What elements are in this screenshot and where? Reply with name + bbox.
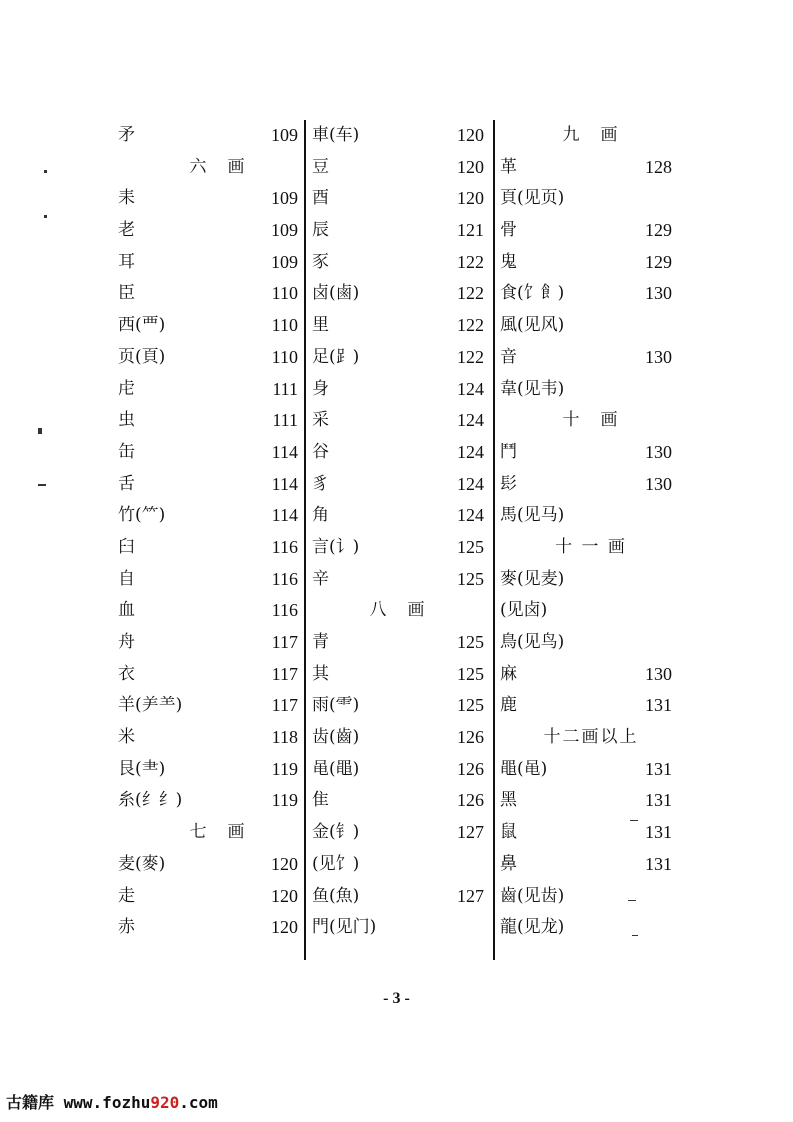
radical-label: 足(⻊) [312,346,360,367]
index-entry [500,627,672,659]
radical-label: 耒 [118,188,135,209]
page-reference: 109 [271,220,298,241]
radical-label: 虍 [118,378,135,399]
radical-label: 缶 [118,441,135,462]
radical-label: 馬(见马) [500,505,565,526]
index-entry [312,722,484,754]
index-entry [312,183,484,215]
index-entry [118,627,298,659]
radical-label: 音 [500,346,517,367]
page-reference: 124 [457,473,484,494]
page-reference: 127 [457,885,484,906]
page-reference: 125 [457,568,484,589]
radical-label: 言(讠) [312,536,360,557]
index-entry [312,120,484,152]
page-reference: 130 [645,473,672,494]
radical-label: 艮(⺻) [118,758,166,779]
radical-label: 身 [312,378,329,399]
page-reference: 130 [645,346,672,367]
scan-speck [38,428,42,434]
radical-label: 革 [500,156,517,177]
index-entry [312,627,484,659]
index-entry [312,564,484,596]
radical-label: 页(頁) [118,346,166,367]
page-reference: 120 [271,853,298,874]
page-reference: 120 [457,188,484,209]
index-entry [500,183,672,215]
page-reference: 122 [457,283,484,304]
section-header-label: 八 画 [369,600,427,621]
page-reference: 127 [457,822,484,843]
radical-label: 臣 [118,283,135,304]
radical-label: 谷 [312,441,329,462]
radical-label: 辛 [312,568,329,589]
index-entry [312,437,484,469]
watermark-footer [6,1090,218,1113]
radical-label: 黽(黾) [500,758,548,779]
page-reference: 110 [271,315,298,336]
section-header [118,817,298,849]
radical-label: 隹 [312,790,329,811]
radical-label: 鬼 [500,251,517,272]
index-entry [312,152,484,184]
page-reference: 109 [271,251,298,272]
page-reference: 125 [457,536,484,557]
index-entry [118,215,298,247]
index-entry [312,817,484,849]
index-entry [500,215,672,247]
index-entry [118,310,298,342]
index-entry [500,152,672,184]
page-reference: 125 [457,632,484,652]
index-entry [118,532,298,564]
radical-label: 雨(⻗) [312,695,360,716]
scan-speck [628,900,636,901]
section-header [500,405,672,437]
page-reference: 122 [457,251,484,272]
scan-speck [44,170,47,173]
radical-label: 赤 [118,917,135,938]
radical-label: 卤(鹵) [312,283,360,304]
index-entry [312,215,484,247]
radical-label: 鳥(见鸟) [500,632,565,652]
radical-label: 自 [118,568,135,589]
page-reference: 125 [457,663,484,684]
radical-label: 鬥 [500,441,517,462]
page-reference: 120 [271,885,298,906]
index-entry [312,469,484,501]
index-entry [500,849,672,881]
index-entry [118,500,298,532]
scan-speck [38,484,46,486]
radical-label: (见饣) [312,853,360,874]
index-entry [500,278,672,310]
radical-label: 髟 [500,473,517,494]
radical-label: 齒(见齿) [500,885,565,906]
page-reference: 129 [645,220,672,241]
index-entry [118,120,298,152]
radical-label: 酉 [312,188,329,209]
section-header [500,532,672,564]
index-entry [500,817,672,849]
radical-label: 西(覀) [118,315,166,336]
page-reference: 131 [645,853,672,874]
radical-label: 角 [312,505,329,526]
page-reference: 116 [271,600,298,621]
index-entry [118,469,298,501]
page-reference: 131 [645,790,672,811]
page-reference: 109 [271,125,298,145]
page-reference: 117 [271,663,298,684]
page-reference: 114 [271,473,298,494]
radical-label: 青 [312,632,329,652]
radical-label: 鹿 [500,695,517,716]
radical-label: 豕 [312,251,329,272]
radical-label: 米 [118,727,135,748]
index-entry [500,310,672,342]
index-entry [118,278,298,310]
page-number: - 3 - [383,990,410,1007]
section-header-label: 六 画 [189,156,247,177]
section-header-label: 九 画 [562,125,620,145]
page-reference: 111 [272,410,298,431]
radical-label: 車(车) [312,125,360,145]
index-entry [118,690,298,722]
page-reference: 128 [645,156,672,177]
page-reference: 111 [272,378,298,399]
index-entry [500,659,672,691]
index-entry [500,912,672,944]
scan-speck [630,820,638,821]
scan-speck [44,215,47,218]
index-entry [500,342,672,374]
column-divider [304,120,306,960]
radical-label: 黾(黽) [312,758,360,779]
radical-label: 門(见门) [312,917,377,938]
radical-label: 齿(齒) [312,727,360,748]
page-reference: 116 [271,536,298,557]
page-reference: 131 [645,822,672,843]
index-entry [312,690,484,722]
footer-url-prefix: www.fozhu [54,1093,151,1112]
index-entry [118,754,298,786]
footer-brand: 古籍库 [6,1093,55,1112]
radical-label: 麥(见麦) [500,568,565,589]
section-header-label: 十二画以上 [543,727,639,748]
page-reference: 120 [271,917,298,938]
index-entry [500,374,672,406]
footer-url-number: 920 [150,1093,180,1112]
index-entry [500,437,672,469]
index-entry [118,595,298,627]
radical-label: 骨 [500,220,517,241]
index-entry [118,881,298,913]
radical-label: 食(饣飠) [500,283,565,304]
radical-label: 龍(见龙) [500,917,565,938]
section-header-label: 七 画 [189,822,247,843]
radical-label: 臼 [118,536,135,557]
radical-label: 韋(见韦) [500,378,565,399]
scan-speck [632,935,638,936]
page-reference: 124 [457,378,484,399]
radical-label: 麦(麥) [118,853,166,874]
index-entry [312,659,484,691]
index-entry [312,532,484,564]
page-reference: 130 [645,663,672,684]
radical-label: 采 [312,410,329,431]
index-entry [118,849,298,881]
page-reference: 119 [271,758,298,779]
index-entry [118,659,298,691]
index-entry [118,722,298,754]
radical-label: 其 [312,663,329,684]
radical-label: 麻 [500,663,517,684]
index-column-2 [312,120,484,944]
index-entry [118,785,298,817]
page-reference: 118 [271,727,298,748]
section-header [118,152,298,184]
radical-label: 衣 [118,663,135,684]
index-entry [312,500,484,532]
radical-label: 舟 [118,632,135,652]
page-reference: 114 [271,441,298,462]
page-reference: 129 [645,251,672,272]
page-reference: 117 [271,695,298,716]
page-reference: 116 [271,568,298,589]
radical-label: 頁(见页) [500,188,565,209]
page-reference: 109 [271,188,298,209]
index-entry [500,754,672,786]
page-reference: 117 [271,632,298,652]
page-reference: 119 [271,790,298,811]
index-entry [118,564,298,596]
index-entry [312,912,484,944]
page-reference: 126 [457,790,484,811]
index-column-3 [500,120,672,944]
index-entry [118,374,298,406]
radical-label: 鼻 [500,853,517,874]
footer-url-suffix: .com [179,1093,218,1112]
radical-label: (见卤) [500,600,548,621]
footer-url[interactable] [54,1093,218,1112]
index-entry [312,310,484,342]
page-reference: 124 [457,410,484,431]
radical-label: 血 [118,600,135,621]
radical-label: 豆 [312,156,329,177]
index-entry [500,690,672,722]
index-entry [500,881,672,913]
radical-label: 耳 [118,251,135,272]
index-entry [312,342,484,374]
radical-label: 竹(⺮) [118,505,166,526]
index-entry [500,469,672,501]
radical-label: 虫 [118,410,135,431]
index-column-1 [118,120,298,944]
index-entry [312,247,484,279]
radical-label: 羊(⺶⺷) [118,695,183,716]
page-reference: 121 [457,220,484,241]
index-entry [118,437,298,469]
column-divider [493,120,495,960]
radical-label: 鱼(魚) [312,885,360,906]
radical-label: 糸(纟纟) [118,790,183,811]
radical-label: 黑 [500,790,517,811]
index-entry [500,564,672,596]
section-header [500,120,672,152]
radical-label: 風(见风) [500,315,565,336]
page-reference: 110 [271,283,298,304]
index-entry [312,278,484,310]
index-entry [312,785,484,817]
page-reference: 125 [457,695,484,716]
radical-label: 矛 [118,125,135,145]
index-entry [500,500,672,532]
page-reference: 126 [457,727,484,748]
page-reference: 120 [457,156,484,177]
radical-label: 金(钅) [312,822,360,843]
radical-label: 鼠 [500,822,517,843]
radical-label: 老 [118,220,135,241]
section-header [500,722,672,754]
page-reference: 131 [645,758,672,779]
radical-label: 舌 [118,473,135,494]
index-entry [312,881,484,913]
page-reference: 124 [457,441,484,462]
index-entry [118,912,298,944]
page-reference: 131 [645,695,672,716]
index-entry [118,405,298,437]
index-entry [312,754,484,786]
section-header-label: 十 画 [562,410,620,431]
radical-label: 走 [118,885,135,906]
page-reference: 126 [457,758,484,779]
page-reference: 130 [645,283,672,304]
index-entry [312,849,484,881]
radical-label: 辰 [312,220,329,241]
index-entry [312,405,484,437]
page-reference: 122 [457,346,484,367]
radical-label: 里 [312,315,329,336]
index-entry [500,595,672,627]
index-entry [500,785,672,817]
section-header [312,595,484,627]
index-entry [312,374,484,406]
index-entry [118,183,298,215]
section-header-label: 十 一 画 [555,536,627,557]
page-reference: 114 [271,505,298,526]
page-reference: 130 [645,441,672,462]
radical-label: 豸 [312,473,329,494]
page-reference: 122 [457,315,484,336]
page-reference: 120 [457,125,484,145]
index-entry [500,247,672,279]
index-entry [118,247,298,279]
page-reference: 124 [457,505,484,526]
index-entry [118,342,298,374]
page-reference: 110 [271,346,298,367]
